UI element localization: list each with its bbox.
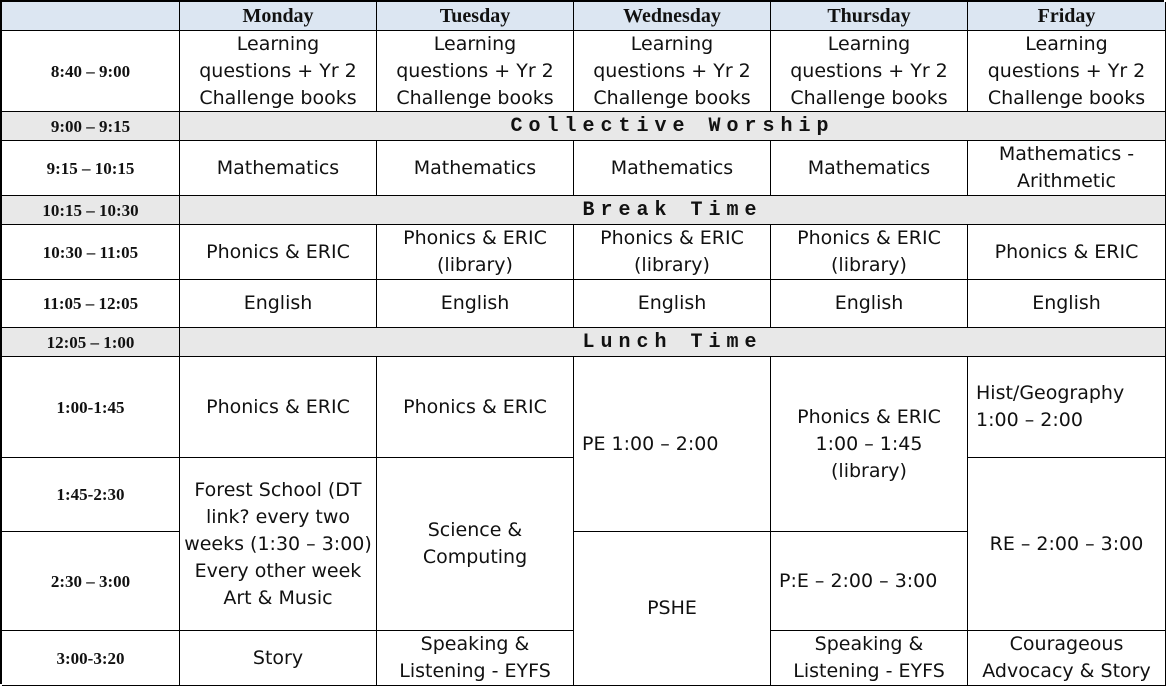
time-1205: 12:05 – 1:00 — [2, 328, 180, 357]
slot-mon-story: Story — [180, 631, 377, 686]
slot-tue-speaking: Speaking & Listening - EYFS — [377, 631, 574, 686]
band-lunch-time: Lunch Time — [180, 328, 1166, 357]
time-0300: 3:00-3:20 — [2, 631, 180, 686]
slot-fri-hist-geography: Hist/Geography 1:00 – 2:00 — [968, 357, 1166, 458]
slot-wed-0840: Learning questions + Yr 2 Challenge books — [574, 31, 771, 112]
slot-mon-1030: Phonics & ERIC — [180, 225, 377, 280]
header-corner — [2, 2, 180, 31]
time-0145: 1:45-2:30 — [2, 458, 180, 532]
slot-tue-0915: Mathematics — [377, 141, 574, 196]
band-collective-worship: Collective Worship — [180, 112, 1166, 141]
slot-fri-re: RE – 2:00 – 3:00 — [968, 458, 1166, 631]
header-tuesday: Tuesday — [377, 2, 574, 31]
slot-wed-1105: English — [574, 280, 771, 328]
time-0915: 9:15 – 10:15 — [2, 141, 180, 196]
slot-thu-1030: Phonics & ERIC (library) — [771, 225, 968, 280]
slot-mon-forest-school: Forest School (DT link? every two weeks (1:30 – 3:00) Every other week Art & Music — [180, 458, 377, 631]
slot-mon-0840: Learning questions + Yr 2 Challenge books — [180, 31, 377, 112]
slot-mon-0915: Mathematics — [180, 141, 377, 196]
slot-wed-pe: PE 1:00 – 2:00 — [574, 357, 771, 532]
slot-tue-science: Science & Computing — [377, 458, 574, 631]
slot-tue-0100: Phonics & ERIC — [377, 357, 574, 458]
band-break-time: Break Time — [180, 196, 1166, 225]
slot-mon-1105: English — [180, 280, 377, 328]
slot-thu-speaking: Speaking & Listening - EYFS — [771, 631, 968, 686]
header-monday: Monday — [180, 2, 377, 31]
slot-thu-0840: Learning questions + Yr 2 Challenge books — [771, 31, 968, 112]
slot-wed-0915: Mathematics — [574, 141, 771, 196]
slot-wed-pshe: PSHE — [574, 532, 771, 686]
slot-thu-0915: Mathematics — [771, 141, 968, 196]
time-1105: 11:05 – 12:05 — [2, 280, 180, 328]
slot-thu-phonics: Phonics & ERIC 1:00 – 1:45 (library) — [771, 357, 968, 532]
time-0840: 8:40 – 9:00 — [2, 31, 180, 112]
slot-tue-0840: Learning questions + Yr 2 Challenge books — [377, 31, 574, 112]
header-friday: Friday — [968, 2, 1166, 31]
slot-tue-1105: English — [377, 280, 574, 328]
time-1015: 10:15 – 10:30 — [2, 196, 180, 225]
slot-fri-courageous-advocacy: Courageous Advocacy & Story — [968, 631, 1166, 686]
slot-thu-1105: English — [771, 280, 968, 328]
slot-fri-1105: English — [968, 280, 1166, 328]
slot-fri-0915: Mathematics - Arithmetic — [968, 141, 1166, 196]
time-0100: 1:00-1:45 — [2, 357, 180, 458]
slot-tue-1030: Phonics & ERIC (library) — [377, 225, 574, 280]
time-0900: 9:00 – 9:15 — [2, 112, 180, 141]
slot-fri-0840: Learning questions + Yr 2 Challenge books — [968, 31, 1166, 112]
slot-fri-1030: Phonics & ERIC — [968, 225, 1166, 280]
header-wednesday: Wednesday — [574, 2, 771, 31]
slot-thu-pe: P:E – 2:00 – 3:00 — [771, 532, 968, 631]
time-0230: 2:30 – 3:00 — [2, 532, 180, 631]
time-1030: 10:30 – 11:05 — [2, 225, 180, 280]
slot-wed-1030: Phonics & ERIC (library) — [574, 225, 771, 280]
header-thursday: Thursday — [771, 2, 968, 31]
slot-mon-0100: Phonics & ERIC — [180, 357, 377, 458]
